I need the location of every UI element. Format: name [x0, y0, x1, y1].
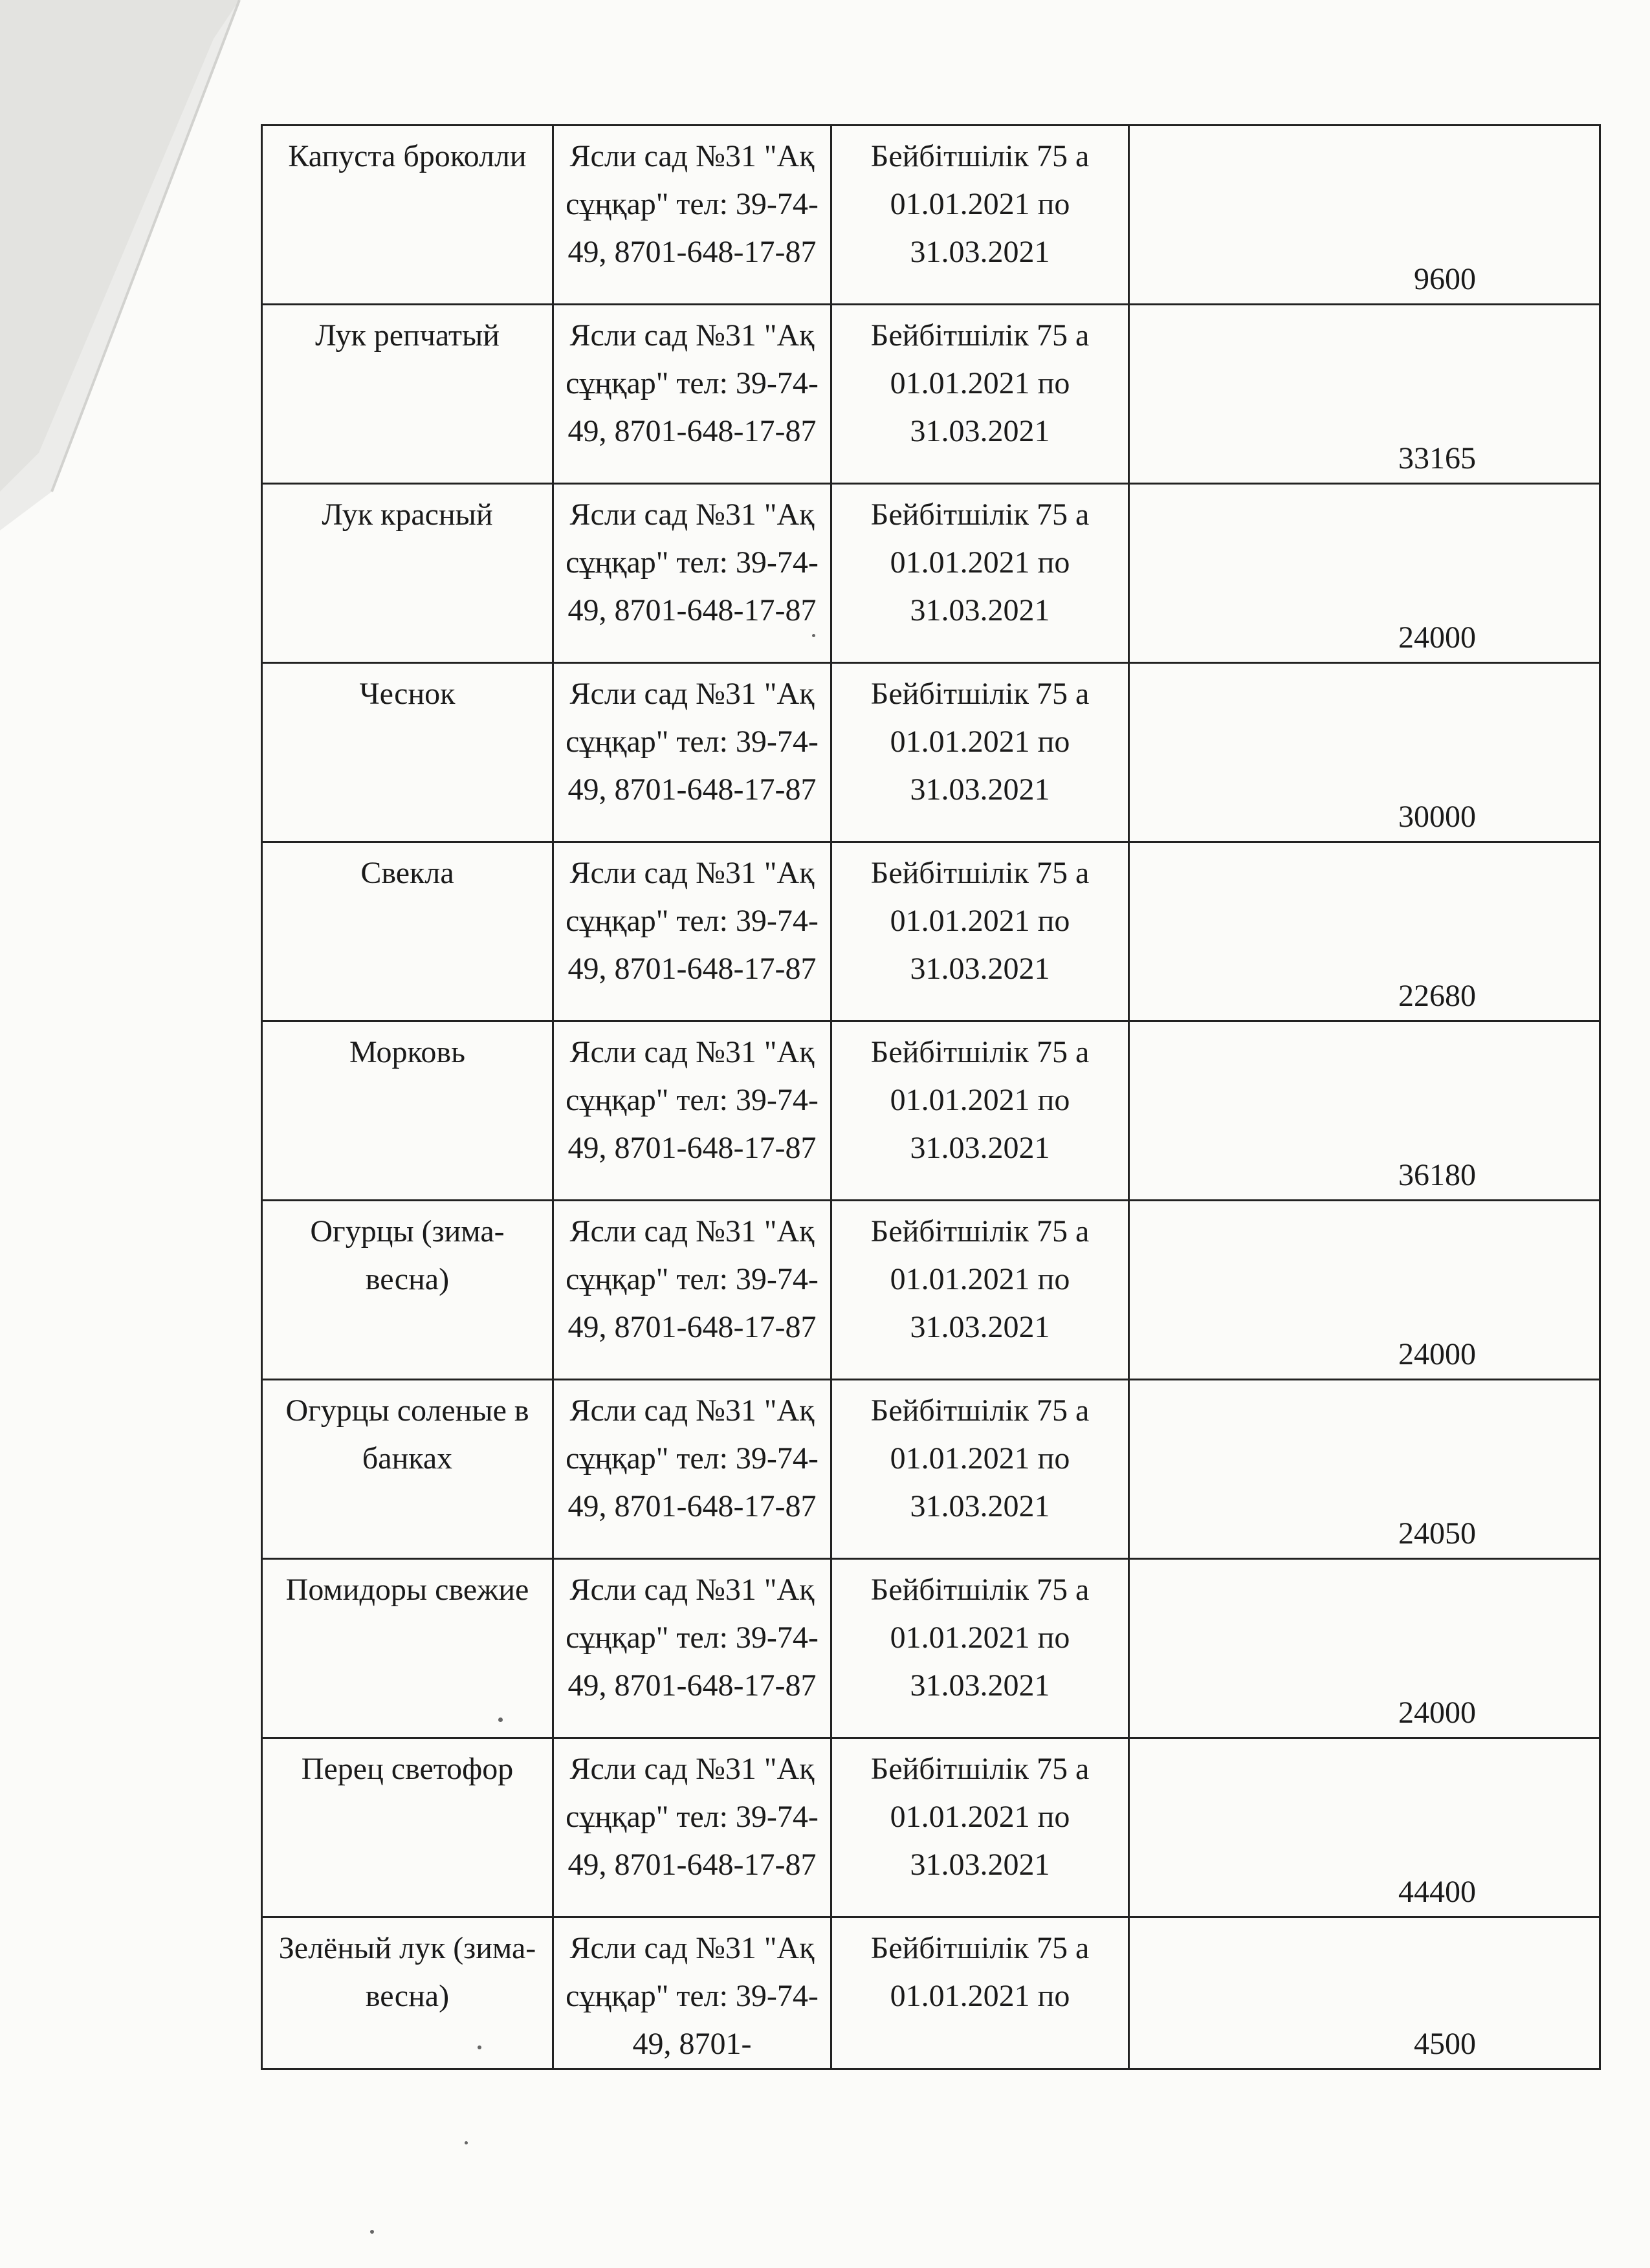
- product-cell: Помидоры свежие: [262, 1559, 553, 1738]
- amount-cell: 24000: [1129, 1201, 1600, 1380]
- product-cell: Чеснок: [262, 663, 553, 842]
- table-row: [262, 663, 1600, 842]
- table-row: [262, 1559, 1600, 1738]
- place-cell: Ясли сад №31 "Ақ сұңқар" тел: 39-74-49, 8701-648-17-87: [553, 842, 831, 1021]
- table-row: [262, 1021, 1600, 1201]
- product-cell: Перец светофор: [262, 1738, 553, 1917]
- amount-cell: 33165: [1129, 305, 1600, 484]
- amount-cell: 44400: [1129, 1738, 1600, 1917]
- place-cell: Ясли сад №31 "Ақ сұңқар" тел: 39-74-49, 8701-648-17-87: [553, 1201, 831, 1380]
- address-period-cell: Бейбітшілік 75 а 01.01.2021 по 31.03.2021: [831, 1021, 1129, 1201]
- amount-cell: 24000: [1129, 484, 1600, 663]
- table-row: [262, 842, 1600, 1021]
- address-period-cell: Бейбітшілік 75 а 01.01.2021 по: [831, 1917, 1129, 2069]
- product-cell: Огурцы соленые в банках: [262, 1380, 553, 1559]
- product-cell: Лук репчатый: [262, 305, 553, 484]
- address-period-cell: Бейбітшілік 75 а 01.01.2021 по 31.03.2021: [831, 484, 1129, 663]
- amount-cell: 9600: [1129, 125, 1600, 305]
- table-row: [262, 1380, 1600, 1559]
- table-row: [262, 305, 1600, 484]
- place-cell: Ясли сад №31 "Ақ сұңқар" тел: 39-74-49, 8701-648-17-87: [553, 1021, 831, 1201]
- place-cell: Ясли сад №31 "Ақ сұңқар" тел: 39-74-49, 8701-: [553, 1917, 831, 2069]
- amount-cell: 22680: [1129, 842, 1600, 1021]
- address-period-cell: Бейбітшілік 75 а 01.01.2021 по 31.03.2021: [831, 305, 1129, 484]
- address-period-cell: Бейбітшілік 75 а 01.01.2021 по 31.03.2021: [831, 663, 1129, 842]
- product-cell: Лук красный: [262, 484, 553, 663]
- place-cell: Ясли сад №31 "Ақ сұңқар" тел: 39-74-49, 8701-648-17-87: [553, 663, 831, 842]
- product-cell: Огурцы (зима-весна): [262, 1201, 553, 1380]
- amount-cell: 30000: [1129, 663, 1600, 842]
- address-period-cell: Бейбітшілік 75 а 01.01.2021 по 31.03.2021: [831, 1380, 1129, 1559]
- product-cell: Капуста броколли: [262, 125, 553, 305]
- place-cell: Ясли сад №31 "Ақ сұңқар" тел: 39-74-49, 8701-648-17-87: [553, 484, 831, 663]
- product-cell: Свекла: [262, 842, 553, 1021]
- address-period-cell: Бейбітшілік 75 а 01.01.2021 по 31.03.2021: [831, 1201, 1129, 1380]
- amount-cell: 24050: [1129, 1380, 1600, 1559]
- table-row: [262, 125, 1600, 305]
- place-cell: Ясли сад №31 "Ақ сұңқар" тел: 39-74-49, 8701-648-17-87: [553, 125, 831, 305]
- table-row: [262, 484, 1600, 663]
- address-period-cell: Бейбітшілік 75 а 01.01.2021 по 31.03.2021: [831, 842, 1129, 1021]
- address-period-cell: Бейбітшілік 75 а 01.01.2021 по 31.03.2021: [831, 1559, 1129, 1738]
- place-cell: Ясли сад №31 "Ақ сұңқар" тел: 39-74-49, 8701-648-17-87: [553, 1559, 831, 1738]
- amount-cell: 4500: [1129, 1917, 1600, 2069]
- address-period-cell: Бейбітшілік 75 а 01.01.2021 по 31.03.2021: [831, 1738, 1129, 1917]
- table-row: [262, 1738, 1600, 1917]
- place-cell: Ясли сад №31 "Ақ сұңқар" тел: 39-74-49, 8701-648-17-87: [553, 1380, 831, 1559]
- amount-cell: 36180: [1129, 1021, 1600, 1201]
- table-row: [262, 1917, 1600, 2069]
- table-row: [262, 1201, 1600, 1380]
- table-body: [262, 125, 1600, 2069]
- amount-cell: 24000: [1129, 1559, 1600, 1738]
- product-cell: Морковь: [262, 1021, 553, 1201]
- address-period-cell: Бейбітшілік 75 а 01.01.2021 по 31.03.2021: [831, 125, 1129, 305]
- place-cell: Ясли сад №31 "Ақ сұңқар" тел: 39-74-49, 8701-648-17-87: [553, 305, 831, 484]
- vegetables-table: [261, 124, 1601, 2070]
- product-cell: Зелёный лук (зима- весна): [262, 1917, 553, 2069]
- place-cell: Ясли сад №31 "Ақ сұңқар" тел: 39-74-49, 8701-648-17-87: [553, 1738, 831, 1917]
